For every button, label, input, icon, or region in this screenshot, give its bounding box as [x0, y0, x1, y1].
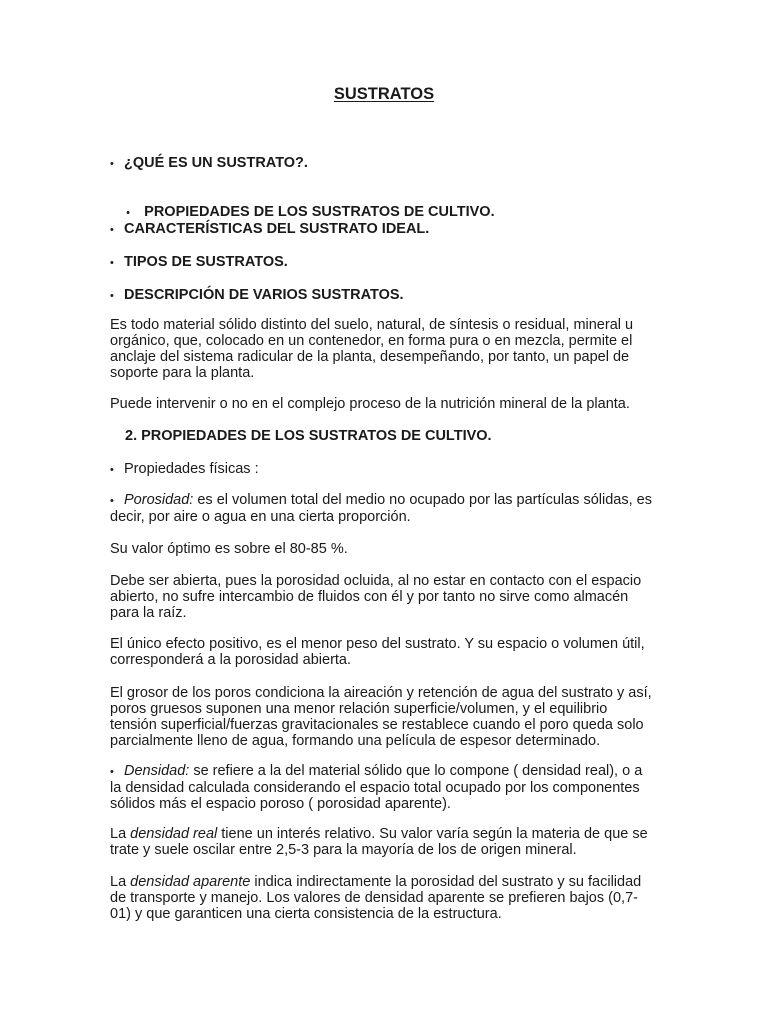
paragraph-densidad-real: La densidad real tiene un interés relativo. Su valor varía según la materia de que se trate y suele oscilar entre 2,5-3 para la mayoría de los de origen mineral. [110, 826, 648, 858]
subsection-label: • Propiedades físicas : [110, 461, 259, 477]
document-title: SUSTRATOS [333, 85, 435, 103]
paragraph-densidad: • Densidad: se refiere a la del material sólido que lo compone ( densidad real), o a la densidad calculada considerando el espacio total ocupado por los componentes sólidos más el espacio poroso ( porosidad aparente). [110, 763, 643, 812]
bullet: • [110, 766, 114, 778]
section-heading: 2. PROPIEDADES DE LOS SUSTRATOS DE CULTIVO. [125, 428, 492, 444]
bullet: • [126, 207, 130, 219]
toc-item: • PROPIEDADES DE LOS SUSTRATOS DE CULTIVO. [126, 204, 495, 220]
toc-item: • TIPOS DE SUSTRATOS. [110, 254, 288, 270]
bullet: • [110, 464, 114, 476]
toc-item: • DESCRIPCIÓN DE VARIOS SUSTRATOS. [110, 287, 404, 303]
paragraph-nutrition: Puede intervenir o no en el complejo proceso de la nutrición mineral de la planta. [110, 396, 630, 412]
bullet: • [110, 158, 114, 170]
paragraph-grosor-poros: El grosor de los poros condiciona la aireación y retención de agua del sustrato y así, poros gruesos suponen una menor relación superficie/volumen, y el equilibrio tensión superficial/fuerzas gravitacionales se restablece cuando el poro queda solo parcialmente lleno de agua, formando una película de espesor determinado. [110, 685, 652, 749]
paragraph-porosidad-abierta: Debe ser abierta, pues la porosidad ocluida, al no estar en contacto con el espacio abierto, no sufre intercambio de fluidos con él y por tanto no sirve como almacén para la raíz. [110, 573, 642, 621]
paragraph-valor-optimo: Su valor óptimo es sobre el 80-85 %. [110, 541, 348, 557]
bullet: • [110, 257, 114, 269]
toc-item: • CARACTERÍSTICAS DEL SUSTRATO IDEAL. [110, 221, 430, 237]
toc-item: • ¿QUÉ ES UN SUSTRATO?. [110, 155, 308, 171]
paragraph-densidad-aparente: La densidad aparente indica indirectamente la porosidad del sustrato y su facilidad de transporte y manejo. Los valores de densidad aparente se prefieren bajos (0,7-01) y que garanticen una cierta consistencia de la estructura. [110, 874, 642, 922]
bullet: • [110, 495, 114, 507]
paragraph-definition: Es todo material sólido distinto del suelo, natural, de síntesis o residual, mineral u orgánico, que, colocado en un contenedor, en forma pura o en mezcla, permite el anclaje del sistema radicular de la planta, desempeñando, por tanto, un papel de soporte para la planta. [110, 317, 634, 381]
paragraph-efecto-positivo: El único efecto positivo, es el menor peso del sustrato. Y su espacio o volumen útil, corresponderá a la porosidad abierta. [110, 636, 645, 668]
bullet: • [110, 224, 114, 236]
paragraph-porosidad: • Porosidad: es el volumen total del medio no ocupado por las partículas sólidas, es decir, por aire o agua en una cierta proporción. [110, 492, 652, 525]
bullet: • [110, 290, 114, 302]
